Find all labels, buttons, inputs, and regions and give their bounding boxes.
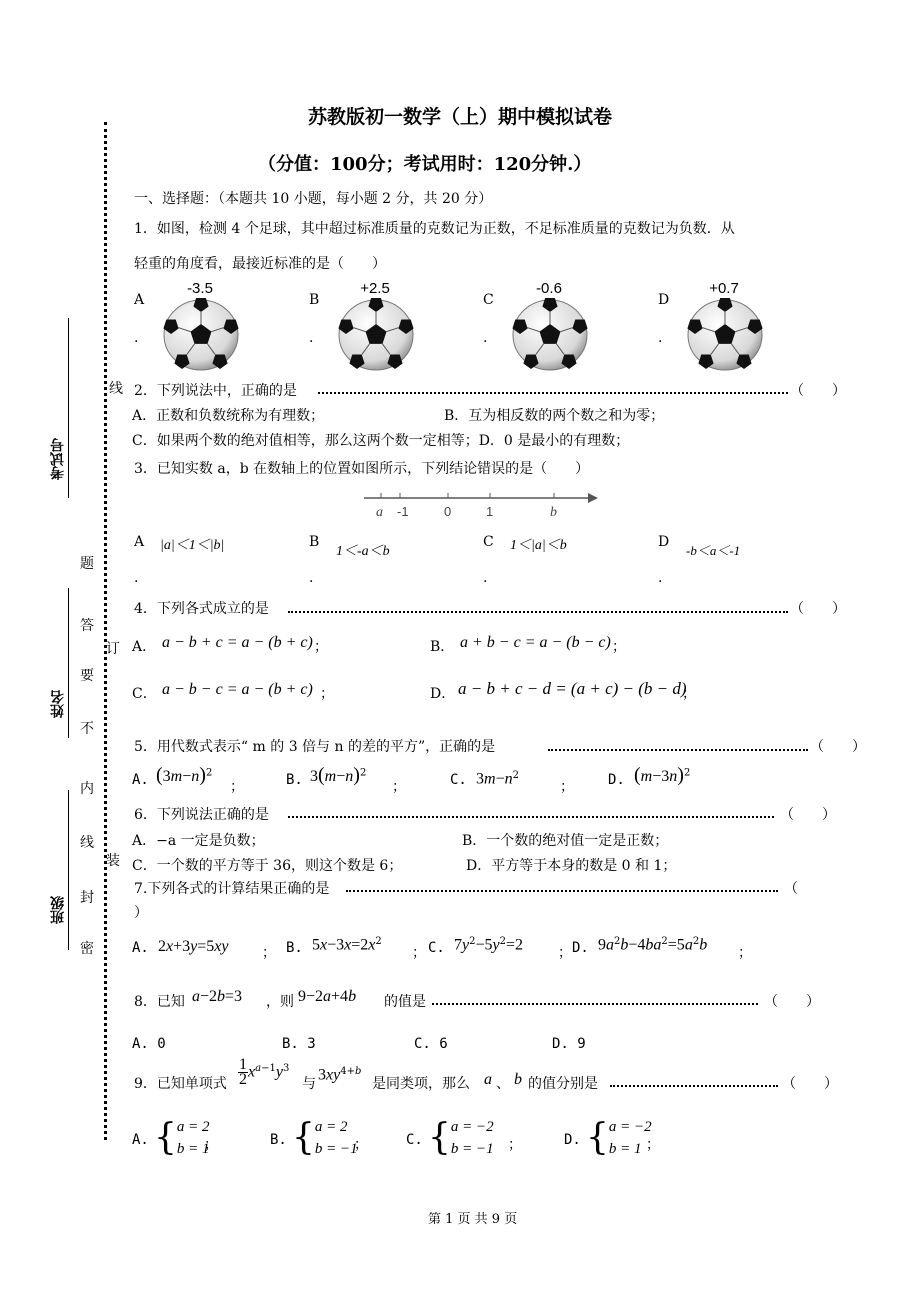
q2-dot-leader bbox=[318, 392, 788, 394]
q9-option-d-label: D. bbox=[564, 1132, 581, 1148]
q7-option-b-label: B. bbox=[286, 940, 303, 956]
q3-option-d-dot: . bbox=[658, 570, 663, 586]
q3-option-c-dot: . bbox=[483, 570, 488, 586]
binding-xian-mark: 线 bbox=[109, 381, 123, 397]
q2-paren: （ ） bbox=[790, 383, 846, 399]
soccer-ball-icon bbox=[509, 298, 591, 372]
seal-char: 不 bbox=[80, 721, 94, 737]
label-neg1: -1 bbox=[397, 504, 409, 519]
q7-option-a-expr: 2x+3y=5xy bbox=[158, 938, 229, 955]
q9-var-b: b bbox=[514, 1071, 522, 1088]
q6-stem: 6．下列说法正确的是 bbox=[134, 807, 269, 823]
q4-option-a-label: A． bbox=[132, 639, 157, 655]
q7-option-c-label: C. bbox=[428, 940, 445, 956]
q6-option-c: C．一个数的平方等于 36，则这个数是 6； bbox=[132, 858, 403, 874]
q5-option-b-semi: ； bbox=[392, 779, 406, 795]
q8-expression: 9−2a+4b bbox=[298, 988, 357, 1005]
soccer-ball-icon bbox=[160, 298, 242, 372]
q6-option-a: A．−a 一定是负数； bbox=[132, 833, 265, 849]
q9-option-b-semi: ； bbox=[354, 1137, 368, 1153]
q5-option-b-label: B. bbox=[286, 772, 303, 788]
q2-option-a: A．正数和负数统称为有理数； bbox=[132, 408, 325, 424]
q9-stem-pre: 9．已知单项式 bbox=[134, 1076, 227, 1092]
q9-monomial-2: $3xy^{4+b}$ bbox=[318, 1066, 362, 1084]
binding-zhuang-mark: 装 bbox=[106, 853, 120, 869]
q4-option-b-label: B． bbox=[430, 639, 455, 655]
q8-dot-leader bbox=[432, 1003, 758, 1005]
q7-option-c-expr: $7y^2-5y^2=2$ bbox=[454, 936, 524, 954]
q3-option-b-dot: . bbox=[309, 570, 314, 586]
q4-option-a-expr: a − b + c = a − (b + c) bbox=[162, 634, 313, 651]
q3-option-b-text: 1＜-a＜b bbox=[336, 544, 390, 559]
q8-stem-pre: 8．已知 bbox=[134, 994, 185, 1010]
q8-option-c: C. 6 bbox=[414, 1036, 448, 1052]
label-a: a bbox=[376, 505, 383, 520]
q1-option-letter: A bbox=[134, 292, 145, 308]
q1-line1: 1．如图，检测 4 个足球，其中超过标准质量的克数记为正数，不足标准质量的克数记为负数．从 bbox=[134, 221, 735, 237]
q5-option-c-semi: ； bbox=[560, 779, 574, 795]
q1-line2: 轻重的角度看，最接近标准的是（ ） bbox=[134, 256, 386, 272]
q1-ball-value: -3.5 bbox=[187, 280, 213, 297]
label-b: b bbox=[550, 505, 557, 520]
q7-option-b-expr: $5x-3x=2x^2$ bbox=[312, 936, 382, 954]
q9-stem-tail: 的值分别是 bbox=[528, 1076, 598, 1092]
q7-paren-close: ） bbox=[134, 905, 148, 921]
q9-option-b-label: B. bbox=[270, 1132, 287, 1148]
q5-option-a-expr: $(3m-n)^2$ bbox=[156, 764, 213, 786]
name-label: 姓名 bbox=[50, 690, 66, 718]
seal-char: 题 bbox=[80, 556, 94, 572]
q7-dot-leader bbox=[346, 890, 778, 892]
page-title: 苏教版初一数学（上）期中模拟试卷 bbox=[308, 106, 613, 128]
soccer-ball-icon bbox=[335, 298, 417, 372]
q7-option-c-semi: ； bbox=[558, 945, 572, 961]
binding-ding-mark: 订 bbox=[106, 641, 120, 657]
q4-option-c-expr: a − b − c = a − (b + c) bbox=[162, 681, 313, 698]
q4-dot-leader bbox=[288, 611, 788, 613]
q9-monomial-1: $\frac{1}{2}$ $x^{a-1}y^3$ bbox=[239, 1056, 290, 1088]
q4-option-a-semi: ； bbox=[314, 639, 328, 655]
q9-option-a-system: {a = 2 b = 1 bbox=[154, 1117, 210, 1158]
q3-option-a-dot: . bbox=[134, 570, 139, 586]
q2-option-c-d: C．如果两个数的绝对值相等，那么这两个数一定相等；D．0 是最小的有理数； bbox=[132, 433, 630, 449]
q9-option-c-system: {a = −2 b = −1 bbox=[428, 1117, 494, 1158]
q1-option-dot: . bbox=[483, 330, 488, 346]
q1-option-letter: C bbox=[483, 292, 494, 308]
class-label: 班级 bbox=[50, 896, 66, 924]
q7-option-d-semi: ； bbox=[738, 945, 752, 961]
page-subtitle: （分值：100分；考试用时：120分钟.） bbox=[258, 154, 592, 175]
q5-option-a-semi: ； bbox=[230, 779, 244, 795]
q9-option-c-label: C. bbox=[406, 1132, 423, 1148]
q3-option-b-letter: B bbox=[309, 534, 320, 550]
q8-paren: （ ） bbox=[764, 994, 820, 1010]
q5-option-c-expr: $3m-n^2$ bbox=[476, 770, 519, 788]
q3-option-d-text: -b＜a＜-1 bbox=[686, 543, 741, 558]
seal-char: 封 bbox=[80, 890, 94, 906]
q9-option-a-label: A. bbox=[132, 1132, 149, 1148]
q1-option-letter: D bbox=[658, 292, 670, 308]
q5-option-b-expr: $3(m-n)^2$ bbox=[310, 764, 367, 786]
q3-option-a-letter: A bbox=[134, 534, 145, 550]
q9-stem-mid: 与 bbox=[302, 1076, 316, 1092]
q9-dot-leader bbox=[610, 1085, 778, 1087]
q4-option-d-label: D． bbox=[430, 686, 456, 702]
q3-option-c-letter: C bbox=[483, 534, 494, 550]
seal-char: 答 bbox=[80, 618, 94, 634]
q6-option-d: D．平方等于本身的数是 0 和 1； bbox=[466, 858, 677, 874]
q7-option-b-semi: ； bbox=[412, 945, 426, 961]
q1-ball-value: -0.6 bbox=[536, 280, 562, 297]
q4-option-b-semi: ； bbox=[612, 639, 626, 655]
q9-paren: （ ） bbox=[782, 1076, 838, 1092]
q1-ball-value: +2.5 bbox=[360, 280, 390, 297]
q2-option-b: B．互为相反数的两个数之和为零； bbox=[444, 408, 665, 424]
q9-stem-post: 是同类项，那么 bbox=[372, 1076, 470, 1092]
q1-ball-value: +0.7 bbox=[709, 280, 739, 297]
q9-option-a-semi: ； bbox=[204, 1137, 218, 1153]
q4-option-c-semi: ； bbox=[320, 686, 334, 702]
seal-char: 密 bbox=[80, 941, 94, 957]
section-heading: 一、选择题：（本题共 10 小题，每小题 2 分，共 20 分） bbox=[134, 191, 493, 207]
q5-option-a-label: A. bbox=[132, 772, 149, 788]
seal-char: 线 bbox=[80, 835, 94, 851]
q8-option-d: D. 9 bbox=[552, 1036, 586, 1052]
exam-no-label: 考试号 bbox=[50, 438, 66, 480]
q4-paren: （ ） bbox=[790, 601, 846, 617]
q9-option-b-system: {a = 2 b = −1 bbox=[292, 1117, 358, 1158]
exam-no-underline bbox=[68, 318, 69, 498]
q7-option-a-label: A. bbox=[132, 940, 149, 956]
q4-option-d-semi: ； bbox=[682, 686, 696, 702]
q3-stem: 3．已知实数 a，b 在数轴上的位置如图所示，下列结论错误的是（ ） bbox=[134, 461, 590, 477]
q9-option-d-semi: ； bbox=[646, 1137, 660, 1153]
q8-stem-post: 的值是 bbox=[384, 994, 426, 1010]
q5-dot-leader bbox=[548, 749, 808, 751]
q9-stem-sep: 、 bbox=[496, 1076, 510, 1092]
binding-dotted-line bbox=[104, 122, 107, 1140]
q9-var-a: a bbox=[484, 1071, 492, 1088]
q3-option-c-text: 1＜|a|＜b bbox=[510, 538, 567, 553]
q3-option-d-letter: D bbox=[658, 534, 670, 550]
q4-option-d-expr: a − b + c − d = (a + c) − (b − d) bbox=[458, 679, 687, 698]
q7-option-d-label: D. bbox=[572, 940, 589, 956]
q9-option-c-semi: ； bbox=[508, 1137, 522, 1153]
q8-stem-mid: ，则 bbox=[266, 994, 294, 1010]
q7-paren-open: （ bbox=[784, 881, 798, 897]
q8-option-b: B. 3 bbox=[282, 1036, 316, 1052]
class-underline bbox=[68, 790, 69, 950]
q5-option-d-expr: $(m-3n)^2$ bbox=[634, 764, 691, 786]
q5-paren: （ ） bbox=[810, 739, 866, 755]
q2-stem: 2．下列说法中，正确的是 bbox=[134, 383, 297, 399]
q5-option-c-label: C. bbox=[450, 772, 467, 788]
q7-stem: 7.下列各式的计算结果正确的是 bbox=[134, 881, 330, 897]
q4-stem: 4．下列各式成立的是 bbox=[134, 601, 269, 617]
page-footer: 第 1 页 共 9 页 bbox=[428, 1212, 518, 1227]
q5-option-d-label: D. bbox=[608, 772, 625, 788]
label-1: 1 bbox=[486, 504, 494, 519]
q4-option-c-label: C． bbox=[132, 686, 157, 702]
q6-dot-leader bbox=[288, 816, 774, 818]
number-line-arrow bbox=[588, 493, 598, 503]
q9-option-d-system: {a = −2 b = 1 bbox=[586, 1117, 652, 1158]
q6-option-b: B．一个数的绝对值一定是正数； bbox=[462, 833, 669, 849]
label-0: 0 bbox=[444, 504, 452, 519]
q6-paren: （ ） bbox=[780, 807, 836, 823]
q5-stem: 5．用代数式表示“ m 的 3 倍与 n 的差的平方”，正确的是 bbox=[134, 739, 496, 755]
q1-option-dot: . bbox=[658, 330, 663, 346]
seal-char: 内 bbox=[80, 781, 94, 797]
q8-option-a: A. 0 bbox=[132, 1036, 166, 1052]
soccer-ball-icon bbox=[684, 298, 766, 372]
q7-option-a-semi: ； bbox=[262, 945, 276, 961]
q8-condition: a−2b=3 bbox=[192, 988, 243, 1005]
seal-char: 要 bbox=[80, 668, 94, 684]
q7-option-d-expr: $9a^2b-4ba^2=5a^2b$ bbox=[598, 936, 708, 954]
q4-option-b-expr: a + b − c = a − (b − c) bbox=[460, 634, 611, 651]
q1-option-dot: . bbox=[309, 330, 314, 346]
q3-option-a-text: |a|＜1＜|b| bbox=[160, 538, 225, 553]
q1-option-letter: B bbox=[309, 292, 320, 308]
q3-number-line bbox=[360, 488, 606, 522]
name-underline bbox=[68, 588, 69, 738]
q1-option-dot: . bbox=[134, 330, 139, 346]
